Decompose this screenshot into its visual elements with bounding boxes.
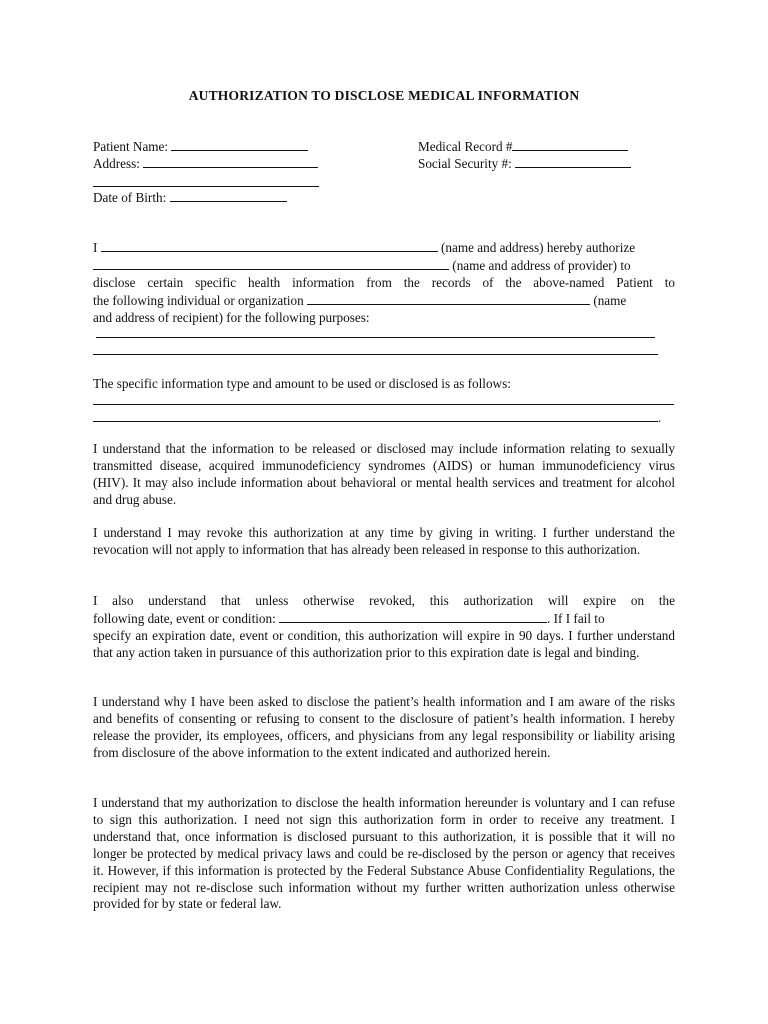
address-second-line[interactable] [93,186,319,187]
patient-name-blank[interactable] [171,138,308,151]
expiration-blank[interactable] [279,610,547,623]
date-of-birth-blank[interactable] [170,189,287,202]
expiration-line-1: I also understand that unless otherwise revoked, this authorization will expire on the [93,593,675,608]
paragraph-sensitive-info: I understand that the information to be released or disclosed may include information relating to sexually transmitted disease, acquired immunodeficiency syndromes (AIDS) or human immunodeficiency virus (HIV). It may also include information about behavioral or mental health services and treatment for alcohol and drug abuse. [93,441,675,507]
medical-record-field[interactable] [418,138,628,155]
paragraph-release: I understand why I have been asked to disclose the patient’s health information and I am aware of the risks and benefits of consenting or refusing to consent to the disclosure of patient’s health information. I hereby release the provider, its employees, officers, and physicians from any legal responsibility or liability arising from disclosure of the above information to the extent indicated and authorized herein. [93,694,675,760]
recipient-blank[interactable] [307,292,590,305]
paragraph-expiration [93,593,675,662]
auth-line-2: (name and address of provider) to [93,257,675,275]
date-of-birth-field[interactable] [93,189,287,206]
social-security-field[interactable] [418,155,631,172]
authorization-statement [93,239,675,327]
patient-name-label: Patient Name: [93,139,169,154]
authorizer-name-blank[interactable] [101,239,438,252]
specific-info-label: The specific information type and amount to be used or disclosed is as follows: [93,376,511,391]
address-field[interactable] [93,155,318,172]
auth-line-5: and address of recipient) for the following purposes: [93,309,370,325]
expiration-line-2: following date, event or condition: . If I fail to [93,610,605,626]
specific-info-period: . [658,410,662,425]
expiration-rest: specify an expiration date, event or condition, this authorization will expire in 90 days. I further understand that any action taken in pursuance of this authorization prior to this expiration date is legal and binding. [93,627,675,660]
paragraph-revoke: I understand I may revoke this authorization at any time by giving in writing. I further understand the revocation will not apply to information that has already been released in response to this authorization. [93,525,675,557]
paragraph-voluntary: I understand that my authorization to disclose the health information hereunder is voluntary and I can refuse to sign this authorization. I need not sign this authorization form in order to receive any treatment. I understand that, once information is disclosed pursuant to this authorization, it is possible that it will no longer be protected by medical privacy laws and could be re-disclosed by the person or agency that receives it. However, if this information is protected by the Federal Substance Abuse Confidentiality Regulations, the recipient may not re-disclose such information without my further written authorization unless otherwise provided for by state or federal law. [93,795,675,912]
auth-line-1: I (name and address) hereby authorize [93,240,636,255]
provider-blank[interactable] [93,257,449,270]
auth-line-4: the following individual or organization (name [93,292,627,308]
patient-name-field[interactable] [93,138,308,155]
medical-record-label: Medical Record # [418,139,513,154]
social-security-label: Social Security #: [418,156,512,171]
specific-info-line-1[interactable] [93,404,674,405]
social-security-blank[interactable] [515,155,631,168]
purpose-line-1[interactable] [96,337,655,338]
purpose-line-2[interactable] [93,354,658,355]
date-of-birth-label: Date of Birth: [93,190,167,205]
auth-line-3: disclose certain specific health information from the records of the above-named Patient to [93,274,675,290]
address-label: Address: [93,156,140,171]
form-title: AUTHORIZATION TO DISCLOSE MEDICAL INFORMATION [188,88,580,103]
address-blank[interactable] [143,155,318,168]
specific-info-line-2[interactable] [93,421,658,422]
medical-record-blank[interactable] [512,138,628,151]
